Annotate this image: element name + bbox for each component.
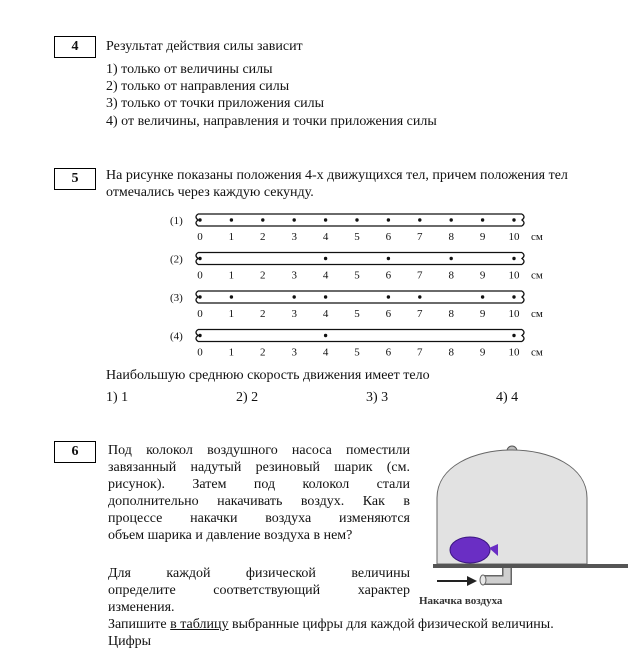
figure-caption: Накачка воздуха (419, 595, 503, 607)
question-6-instruction-cut: Цифры (108, 634, 152, 649)
position-dot (293, 218, 296, 221)
ruler-right-bracket (522, 330, 524, 342)
unit-label: см (531, 231, 543, 243)
q6-p1-line: Под колокол воздушного насоса поместили (108, 443, 410, 458)
airflow-arrow-head (467, 576, 477, 586)
row-label: (4) (170, 330, 183, 343)
position-dot (198, 218, 201, 221)
tick-label: 3 (291, 308, 297, 320)
q4-option-2: 2) только от направления силы (106, 79, 290, 94)
tick-label: 7 (417, 269, 423, 282)
question-4-text: Результат действия силы зависит (106, 39, 303, 54)
tick-label: 1 (228, 231, 235, 243)
position-dot (324, 295, 327, 298)
motion-rulers-figure (160, 208, 560, 363)
q6-p2-line: изменения. (108, 600, 175, 615)
instruction-suffix: выбранные цифры для каждой физической величины. (228, 617, 554, 632)
tick-label: 1 (228, 308, 235, 320)
tick-label: 8 (448, 231, 454, 243)
q6-p2-line: Для каждой физической величины (108, 566, 410, 581)
position-dot (324, 334, 327, 337)
tick-label: 2 (260, 308, 266, 320)
tick-label: 5 (354, 346, 360, 359)
tick-label: 3 (291, 269, 297, 282)
balloon (450, 537, 490, 563)
tick-label: 2 (260, 269, 266, 282)
question-number-6: 6 (54, 441, 96, 463)
question-number-5: 5 (54, 168, 96, 190)
tick-label: 4 (322, 346, 329, 359)
q6-p1-line: дополнительно накачивать воздух. Как в (108, 494, 410, 509)
instruction-prefix: Запишите (108, 617, 171, 632)
position-dot (261, 218, 264, 221)
bell-base-plate (433, 564, 628, 568)
table-link[interactable]: в таблицу (170, 617, 229, 632)
row-label: (1) (170, 215, 183, 227)
ruler-right-bracket (522, 291, 524, 303)
tick-label: 10 (508, 308, 520, 320)
question-6-paragraph-2 (108, 565, 410, 616)
position-dot (512, 295, 515, 298)
question-6-paragraph-1 (108, 442, 410, 544)
q5-answer-3: 3) 3 (366, 390, 389, 405)
tick-label: 0 (197, 231, 203, 243)
tick-label: 9 (479, 346, 486, 359)
tick-label: 7 (417, 231, 423, 243)
q6-p2-line: определите соответствующий характер (108, 583, 410, 598)
tick-label: 8 (448, 269, 454, 282)
unit-label: см (531, 269, 543, 282)
tick-label: 0 (197, 346, 203, 359)
tick-label: 9 (479, 231, 486, 243)
ruler-right-bracket (522, 214, 524, 226)
question-5-text-line1: На рисунке показаны положения 4-х движущихся тел, причем положения тел (106, 168, 568, 183)
q4-option-1: 1) только от величины силы (106, 62, 273, 77)
tick-label: 7 (417, 308, 423, 320)
position-dot (355, 218, 358, 221)
tick-label: 3 (291, 346, 297, 359)
tick-label: 0 (197, 269, 203, 282)
tick-label: 9 (479, 269, 486, 282)
position-dot (198, 334, 201, 337)
tick-label: 6 (385, 231, 392, 243)
tick-label: 7 (417, 346, 423, 359)
q6-p1-line: объем шарика и давление воздуха в нем? (108, 528, 353, 543)
ruler-right-bracket (522, 253, 524, 265)
tick-label: 10 (508, 269, 520, 282)
position-dot (387, 257, 390, 260)
question-5-text-line2: отмечались через каждую секунду. (106, 185, 314, 200)
position-dot (324, 218, 327, 221)
q6-p1-line: завязанный надутый резиновый шарик (см. (108, 460, 410, 475)
position-dot (481, 295, 484, 298)
position-dot (230, 295, 233, 298)
position-dot (324, 257, 327, 260)
tick-label: 4 (322, 231, 329, 243)
tick-label: 8 (448, 308, 454, 320)
tick-label: 1 (228, 269, 235, 282)
tick-label: 5 (354, 231, 360, 243)
unit-label: см (531, 346, 543, 359)
position-dot (512, 218, 515, 221)
tick-label: 5 (354, 269, 360, 282)
tick-label: 5 (354, 308, 360, 320)
tick-label: 10 (508, 231, 520, 243)
position-dot (198, 295, 201, 298)
row-label: (2) (170, 253, 183, 266)
q4-option-4: 4) от величины, направления и точки приложения силы (106, 114, 437, 129)
ruler-left-bracket (196, 330, 198, 342)
q4-option-3: 3) только от точки приложения силы (106, 96, 325, 111)
position-dot (418, 295, 421, 298)
position-dot (230, 218, 233, 221)
pipe-opening (480, 575, 486, 585)
position-dot (293, 295, 296, 298)
tick-label: 2 (260, 231, 266, 243)
unit-label: см (531, 308, 543, 320)
q5-answer-1: 1) 1 (106, 390, 129, 405)
row-label: (3) (170, 292, 183, 304)
position-dot (512, 257, 515, 260)
position-dot (450, 218, 453, 221)
position-dot (418, 218, 421, 221)
position-dot (481, 218, 484, 221)
tick-label: 3 (291, 231, 297, 243)
tick-label: 9 (479, 308, 486, 320)
position-dot (198, 257, 201, 260)
position-dot (512, 334, 515, 337)
question-6-instruction (108, 616, 554, 633)
q5-answer-4: 4) 4 (496, 390, 519, 405)
tick-label: 8 (448, 346, 454, 359)
position-dot (387, 295, 390, 298)
bell-jar-figure (415, 440, 630, 610)
ruler-left-bracket (196, 214, 198, 226)
tick-label: 6 (385, 308, 392, 320)
tick-label: 10 (508, 346, 520, 359)
position-dot (450, 257, 453, 260)
tick-label: 4 (322, 308, 329, 320)
tick-label: 4 (322, 269, 329, 282)
question-number-4: 4 (54, 36, 96, 58)
ruler-left-bracket (196, 253, 198, 265)
tick-label: 2 (260, 346, 266, 359)
ruler-left-bracket (196, 291, 198, 303)
position-dot (387, 218, 390, 221)
q6-p1-line: рисунок). Затем под колокол стали (108, 477, 410, 492)
q5-answer-2: 2) 2 (236, 390, 259, 405)
question-5-prompt: Наибольшую среднюю скорость движения имеет тело (106, 368, 430, 383)
tick-label: 0 (197, 308, 203, 320)
tick-label: 6 (385, 346, 392, 359)
q6-p1-line: процессе накачки воздуха изменяются (108, 511, 410, 526)
tick-label: 1 (228, 346, 235, 359)
tick-label: 6 (385, 269, 392, 282)
